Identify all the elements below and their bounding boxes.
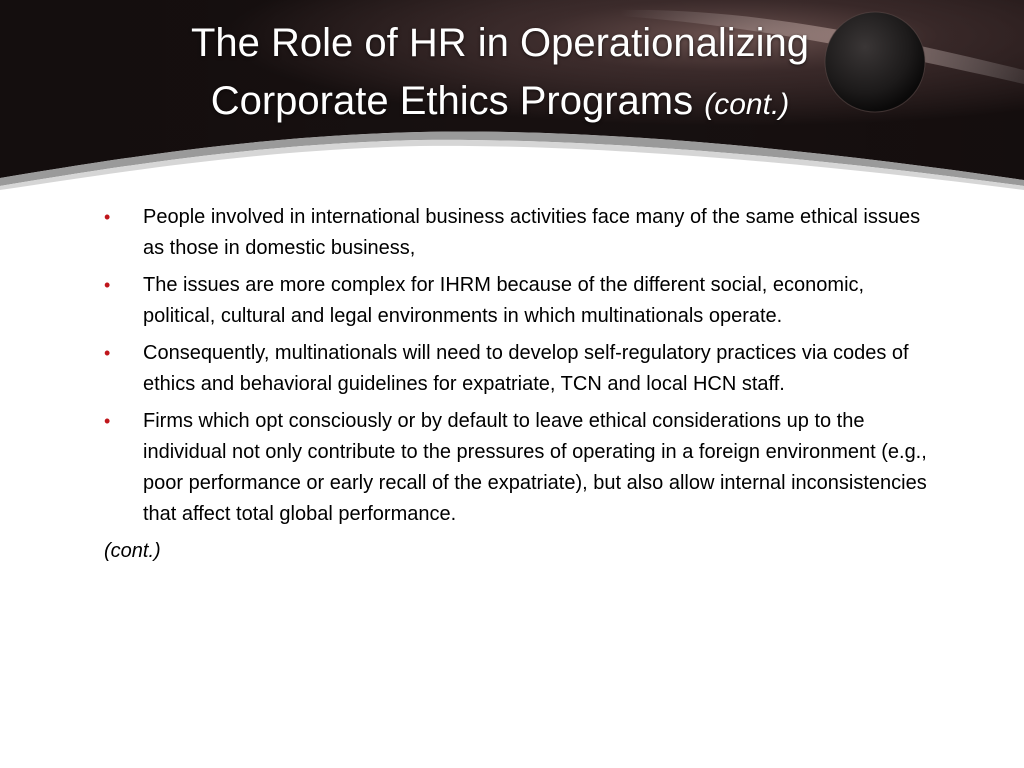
bullet-icon: • (104, 343, 111, 363)
slide-title (120, 14, 880, 134)
continued-note: (cont.) (104, 540, 161, 562)
bullet-list (104, 202, 934, 530)
bullet-item (104, 270, 934, 332)
slide-title-suffix: (cont.) (704, 88, 790, 121)
slide-title-main: The Role of HR in Operationalizing Corporate Ethics Programs (190, 21, 810, 123)
bullet-item (104, 406, 934, 530)
bullet-text: Firms which opt consciously or by default to leave ethical considerations up to the individual not only contribute to the pressures of operating in a foreign environment (e.g., poor performance or early recall of the expatriate), but also allow internal inconsistencies that affect total global performance. (143, 410, 927, 525)
bullet-icon: • (104, 275, 111, 295)
bullet-text: People involved in international business activities face many of the same ethical issues as those in domestic business, (143, 206, 921, 259)
bullet-icon: • (104, 411, 111, 431)
bullet-icon: • (104, 207, 111, 227)
bullet-text: The issues are more complex for IHRM because of the different social, economic, political, cultural and legal environments in which multinationals operate. (143, 274, 865, 327)
slide-body (104, 202, 934, 567)
bullet-text: Consequently, multinationals will need to develop self-regulatory practices via codes of ethics and behavioral guidelines for expatriate, TCN and local HCN staff. (143, 342, 909, 395)
bullet-item (104, 202, 934, 264)
bullet-item (104, 338, 934, 400)
